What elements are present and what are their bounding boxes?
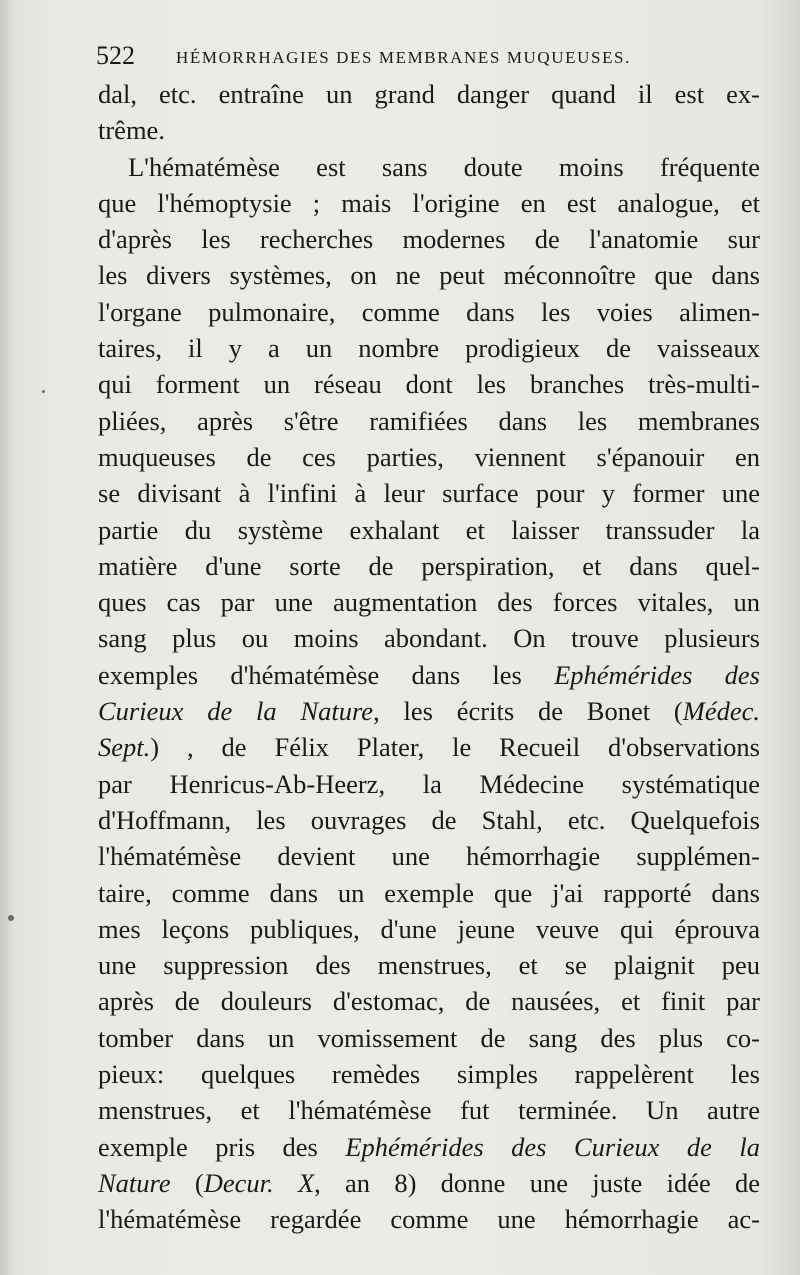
text-segment: que l'hémoptysie ; mais l'origine en est analogue, et <box>98 187 760 218</box>
text-line <box>98 838 760 874</box>
italic-text-segment: Nature <box>98 1167 171 1198</box>
italic-text-segment: Ephémérides des <box>554 659 760 690</box>
text-segment: exemples d'hématémèse dans les <box>98 659 555 690</box>
text-segment: L'hématémèse est sans doute moins fréquente <box>128 151 760 182</box>
text-segment: ( <box>170 1167 204 1198</box>
text-line <box>98 1056 760 1092</box>
text-segment: trême. <box>98 115 165 146</box>
text-line <box>98 657 760 693</box>
text-line <box>98 257 760 293</box>
text-segment: taire, comme dans un exemple que j'ai rapporté dans <box>98 877 760 908</box>
text-segment: muqueuses de ces parties, viennent s'épanouir en <box>98 441 760 472</box>
text-line <box>98 1092 760 1128</box>
text-line <box>98 403 760 439</box>
text-segment: partie du système exhalant et laisser transsuder la <box>98 514 760 545</box>
text-segment: pieux: quelques remèdes simples rappelèrent les <box>98 1059 760 1090</box>
text-line <box>98 548 760 584</box>
margin-spot <box>8 915 14 921</box>
text-line <box>98 76 760 112</box>
text-segment: les divers systèmes, on ne peut méconnoître que dans <box>98 260 760 291</box>
page-header <box>96 40 756 72</box>
text-segment: taires, il y a un nombre prodigieux de vaisseaux <box>98 333 760 364</box>
text-segment: menstrues, et l'hématémèse fut terminée. Un autre <box>98 1095 760 1126</box>
text-segment: ) , de Félix Plater, le Recueil d'observations <box>150 732 760 763</box>
text-line <box>98 439 760 475</box>
text-line <box>98 149 760 185</box>
text-segment: se divisant à l'infini à leur surface pour y former une <box>98 478 760 509</box>
page-number: 522 <box>96 41 135 70</box>
text-line <box>98 802 760 838</box>
text-line <box>98 185 760 221</box>
text-segment: l'organe pulmonaire, comme dans les voies alimen- <box>98 296 760 327</box>
text-line <box>98 330 760 366</box>
text-line <box>98 112 760 148</box>
text-line <box>98 1020 760 1056</box>
text-segment: d'après les recherches modernes de l'anatomie sur <box>98 224 760 255</box>
text-line <box>98 947 760 983</box>
running-head: HÉMORRHAGIES DES MEMBRANES MUQUEUSES. <box>176 48 631 67</box>
text-segment: mes leçons publiques, d'une jeune veuve qui éprouva <box>98 913 760 944</box>
text-segment: tomber dans un vomissement de sang des plus co- <box>98 1022 760 1053</box>
text-segment: , an 8) donne une juste idée de <box>314 1167 761 1198</box>
margin-spot <box>42 390 45 393</box>
text-segment: exemple pris des <box>98 1131 346 1162</box>
italic-text-segment: Ephémérides des Curieux de la <box>345 1131 760 1162</box>
text-line <box>98 294 760 330</box>
text-segment: l'hématémèse regardée comme une hémorrhagie ac- <box>98 1204 760 1235</box>
text-segment: qui forment un réseau dont les branches très-multi- <box>98 369 760 400</box>
text-line <box>98 983 760 1019</box>
text-segment: une suppression des menstrues, et se plaignit peu <box>98 950 760 981</box>
text-line <box>98 766 760 802</box>
text-segment: dal, etc. entraîne un grand danger quand il est ex- <box>98 79 760 109</box>
text-line <box>98 1129 760 1165</box>
text-segment: pliées, après s'être ramifiées dans les membranes <box>98 405 760 436</box>
text-line <box>98 1165 760 1201</box>
text-segment: après de douleurs d'estomac, de nausées, et finit par <box>98 986 760 1017</box>
text-line <box>98 875 760 911</box>
text-line <box>98 366 760 402</box>
body-text <box>98 76 760 1238</box>
text-line <box>98 1201 760 1237</box>
text-line <box>98 620 760 656</box>
text-line <box>98 729 760 765</box>
text-line <box>98 911 760 947</box>
text-segment: sang plus ou moins abondant. On trouve plusieurs <box>98 623 760 654</box>
italic-text-segment: Médec. <box>682 696 760 727</box>
text-line <box>98 221 760 257</box>
text-segment: d'Hoffmann, les ouvrages de Stahl, etc. Quelquefois <box>98 804 760 835</box>
text-segment: , les écrits de Bonet ( <box>373 696 683 727</box>
italic-text-segment: Curieux de la Nature <box>98 696 374 727</box>
text-line <box>98 693 760 729</box>
italic-text-segment: Sept. <box>98 732 151 763</box>
text-segment: ques cas par une augmentation des forces vitales, un <box>98 587 760 618</box>
text-segment: matière d'une sorte de perspiration, et dans quel- <box>98 550 760 581</box>
text-segment: par Henricus-Ab-Heerz, la Médecine systématique <box>98 768 760 799</box>
italic-text-segment: Decur. X <box>203 1167 315 1198</box>
text-line <box>98 475 760 511</box>
text-line <box>98 512 760 548</box>
text-line <box>98 584 760 620</box>
text-segment: l'hématémèse devient une hémorrhagie supplémen- <box>98 841 760 872</box>
